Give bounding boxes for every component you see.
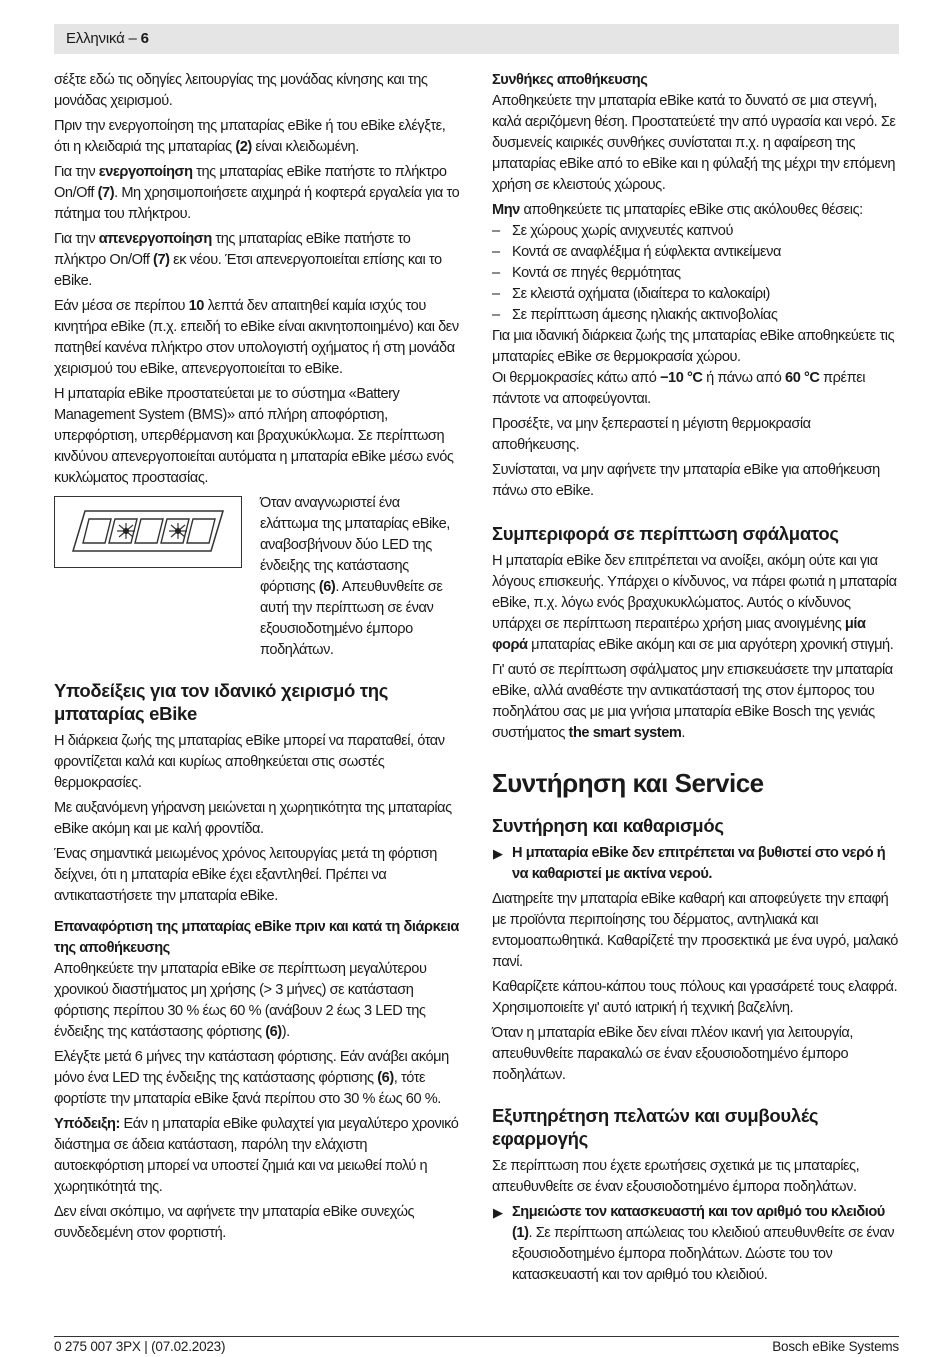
paragraph [54,229,460,292]
page-header [54,24,899,54]
text-run: εκ νέου. Έτσι απενεργοποιείται επίσης και το eBike. [54,252,442,289]
storage-avoid-list [492,221,898,326]
header-separator: – [124,30,141,47]
text-run: . Μη χρησιμοποιήσετε αιχμηρά ή κοφτερά εργαλεία για το πάτημα του πλήκτρου. [54,185,460,222]
paragraph: Δεν είναι σκόπιμο, να αφήνετε την μπαταρία eBike συνεχώς συνδεδεμένη στον φορτιστή. [54,1204,415,1241]
led-fault-figure [54,493,460,661]
text-run: Εάν μέσα σε περίπου [54,298,189,314]
note-item [492,1202,898,1286]
emphasis: the smart system [568,725,682,741]
emphasis: 10 [188,298,204,314]
subsection-heading: Συνθήκες αποθήκευσης [492,72,648,88]
arrow-bullet-icon: ▶ [493,846,503,861]
page-number: 6 [140,30,149,47]
emphasis: μία φορά [492,616,866,653]
reference-number: (1) [512,1225,529,1241]
paragraph [492,368,898,410]
text-run: . Σε περίπτωση απώλειας του κλειδιού απευθυνθείτε σε έναν εξουσιοδοτημένο έμπορα ποδηλάτων. Δώστε του τον κατασκευαστή και τον αριθμό του κλειδιού. [512,1225,895,1283]
text-run: ). [281,1024,290,1040]
paragraph [54,959,460,1043]
text-run: αποθηκεύετε τις μπαταρίες eBike στις ακόλουθες θέσεις: [519,202,863,218]
paragraph: Καθαρίζετε κάπου-κάπου τους πόλους και γρασάρετέ τους ελαφρά. Χρησιμοποιείτε γι' αυτό ιατρική ή τεχνική βαζελίνη. [492,979,898,1016]
paragraph: Συνίσταται, να μην αφήνετε την μπαταρία eBike για αποθήκευση πάνω στο eBike. [492,462,880,499]
reference-number: (7) [97,185,115,201]
text-run: της μπαταρίας eBike πατήστε το πλήκτρο On/Off [54,164,447,201]
emphasis: −10 °C [659,370,703,386]
paragraph: Η μπαταρία eBike προστατεύεται με το σύστημα «Battery Management System (BMS)» από πλήρη αποφόρτιση, υπερφόρτιση, υπερθέρμανση και βραχυκύκλωμα. Σε περίπτωση κινδύνου απενεργοποιείται αυτόματα η μπαταρία eBike μέσω ενός κυκλώματος προστασίας. [54,386,454,486]
footer-doc-id: 0 275 007 3PX | (07.02.2023) [54,1339,226,1354]
paragraph: Με αυξανόμενη γήρανση μειώνεται η χωρητικότητα της μπαταρίας eBike ακόμη και με καλή φροντίδα. [54,800,452,837]
note-text: Σημειώστε τον κατασκευαστή και τον αριθμό του κλειδιού [512,1204,885,1220]
paragraph: Διατηρείτε την μπαταρία eBike καθαρή και αποφεύγετε την επαφή με προϊόντα περιποίησης του δέρματος, αντηλιακά και εντομοαπωθητικά. Καθαρίζετέ την προσεκτικά με ένα υγρό, μαλακό πανί. [492,891,898,970]
chapter-heading: Συντήρηση και Service [492,768,764,798]
paragraph: Προσέξτε, να μην ξεπεραστεί η μέγιστη θερμοκρασία αποθήκευσης. [492,416,811,453]
footer-rule [54,1336,899,1337]
text-run: . Απευθυνθείτε σε αυτή την περίπτωση σε έναν εξουσιοδοτημένο έμπορο ποδηλάτων. [260,579,443,658]
reference-number: (6) [377,1070,394,1086]
emphasis: Μην [492,202,520,218]
paragraph: Αποθηκεύετε την μπαταρία eBike κατά το δυνατό σε μια στεγνή, καλά αεριζόμενη θέση. Προστατεύετέ την από υγρασία και νερό. Σε δυσμενείς καιρικές συνθήκες συνίσταται π.χ. η αφαίρεση της μπαταρίας eBike από το eBike και η φύλαξή της μέχρι την επόμενη χρήση σε κλειστούς χώρους. [492,93,896,193]
footer-brand: Bosch eBike Systems [772,1339,899,1354]
list-item: – Σε περίπτωση άμεσης ηλιακής ακτινοβολίας [492,305,898,326]
list-item: – Σε κλειστά οχήματα (ιδιαίτερα το καλοκαίρι) [492,284,898,305]
text-run: . [681,725,686,741]
section-heading: Υποδείξεις για τον ιδανικό χειρισμό της μπαταρίας eBike [54,680,389,724]
list-item: – Κοντά σε πηγές θερμότητας [492,263,898,284]
list-item: – Κοντά σε αναφλέξιμα ή εύφλεκτα αντικείμενα [492,242,898,263]
text-run: Πριν την ενεργοποίηση της μπαταρίας eBike ή του eBike ελέγξτε, ότι η κλειδαριά της μπαταρίας [54,118,446,155]
section-heading: Συμπεριφορά σε περίπτωση σφάλματος [492,523,839,544]
text-run: είναι κλειδωμένη. [251,139,359,155]
paragraph: Όταν η μπαταρία eBike δεν είναι πλέον ικανή για λειτουργία, απευθυνθείτε παρακαλώ σε έναν εξουσιοδοτημένο έμπορο ποδηλάτων. [492,1025,853,1083]
figure-caption [260,493,460,661]
paragraph [492,200,898,221]
text-run: πρέπει πάντοτε να αποφεύγονται. [492,370,866,407]
text-run: Αποθηκεύετε την μπαταρία eBike σε περίπτωση μεγαλύτερου χρονικού διαστήματος μη χρήσης (> 3 μήνες) σε κατάσταση φόρτισης περίπου 30 % έως 60 % (ανάβουν 2 έως 3 LED της ένδειξης της κατάστασης φόρτισης [54,961,427,1040]
text-run: Η μπαταρία eBike δεν επιτρέπεται να ανοίξει, ακόμη ούτε και για λόγους επισκευής. Υπάρχει ο κίνδυνος, να πάρει φωτιά η μπαταρία eBike, π.χ. λόγω ενός βραχυκυκλώματος. Αυτός ο κίνδυνος υπάρχει σε περίπτωση περαιτέρω χρήση μιας ανοιγμένης [492,553,897,632]
list-item: – Σε χώρους χωρίς ανιχνευτές καπνού [492,221,898,242]
emphasis: 60 °C [785,370,820,386]
warning-text: Η μπαταρία eBike δεν επιτρέπεται να βυθιστεί στο νερό ή να καθαριστεί με ακτίνα νερού. [512,845,886,882]
left-column [54,70,460,1248]
paragraph: σέξτε εδώ τις οδηγίες λειτουργίας της μονάδας κίνησης και της μονάδας χειρισμού. [54,72,428,109]
warning-item [492,843,898,885]
paragraph [492,551,898,656]
battery-led-fault-indicator-icon [54,496,242,568]
paragraph [492,660,898,744]
arrow-bullet-icon: ▶ [493,1205,503,1220]
text-run: λεπτά δεν απαιτηθεί καμία ισχύς του κινητήρα eBike (π.χ. επειδή το eBike είναι ακινητοποιημένο) και δεν πατηθεί κανένα πλήκτρο στον υπολογιστή οχήματος ή στη μονάδα χειρισμού του eBike, απενεργοποιείται το eBike. [54,298,459,377]
paragraph [54,296,460,380]
led-indicator-illustration [55,497,241,567]
paragraph [54,1047,460,1110]
paragraph [54,162,460,225]
text-run: Εάν η μπαταρία eBike φυλαχτεί για μεγαλύτερο χρονικό διάστημα σε άδεια κατάσταση, παρόλη την ελάχιστη αυτοεκφόρτιση μπορεί να υποστεί ζημιά και να μειωθεί πολύ η χωρητικότητά της. [54,1116,459,1195]
reference-number: (6) [265,1024,282,1040]
emphasis: ενεργοποίηση [98,164,193,180]
note-label: Υπόδειξη: [54,1116,120,1132]
reference-number: (2) [235,139,252,155]
paragraph: Σε περίπτωση που έχετε ερωτήσεις σχετικά με τις μπαταρίες, απευθυνθείτε σε έναν εξουσιοδοτημένο έμπορα ποδηλάτων. [492,1158,860,1195]
paragraph: Για μια ιδανική διάρκεια ζωής της μπαταρίας eBike αποθηκεύετε τις μπαταρίες eBike σε θερμοκρασία χώρου. [492,328,895,365]
text-run: Ελέγξτε μετά 6 μήνες την κατάσταση φόρτισης. Εάν ανάβει ακόμη μόνο ένα LED της ένδειξης της κατάστασης φόρτισης [54,1049,449,1086]
emphasis: απενεργοποίηση [98,231,212,247]
subsection-heading: Επαναφόρτιση της μπαταρίας eBike πριν και κατά τη διάρκεια της αποθήκευσης [54,919,459,956]
header-text [66,30,149,47]
text-run: Οι θερμοκρασίες κάτω από [492,370,660,386]
text-run: Για την [54,164,99,180]
paragraph: Η διάρκεια ζωής της μπαταρίας eBike μπορεί να παραταθεί, όταν φροντίζεται καλά και κυρίως αποθηκεύεται στις σωστές θερμοκρασίες. [54,733,445,791]
text-run: μπαταρίας eBike ακόμη και σε μια αργότερη χρονική στιγμή. [527,637,894,653]
paragraph: Ένας σημαντικά μειωμένος χρόνος λειτουργίας μετά τη φόρτιση δείχνει, ότι η μπαταρία eBike έχει εξαντληθεί. Πρέπει να αντικαταστήσετε την μπαταρία eBike. [54,846,437,904]
text-run: Όταν αναγνωριστεί ένα ελάττωμα της μπαταρίας eBike, αναβοσβήνουν δύο LED της ένδειξης της κατάστασης φόρτισης [260,495,450,595]
right-column [492,70,898,1290]
header-language: Ελληνικά [66,30,125,47]
reference-number: (7) [153,252,170,268]
paragraph [54,1114,460,1198]
section-heading: Εξυπηρέτηση πελατών και συμβουλές εφαρμογής [492,1105,819,1149]
text-run: της μπαταρίας eBike πατήστε το πλήκτρο On/Off [54,231,411,268]
text-run: ή πάνω από [702,370,786,386]
section-heading: Συντήρηση και καθαρισμός [492,815,724,836]
text-run: Για την [54,231,99,247]
text-run: , τότε φορτίστε την μπαταρία eBike ξανά περίπου στο 30 % έως 60 %. [54,1070,441,1107]
text-run: Γι' αυτό σε περίπτωση σφάλματος μην επισκευάσετε την μπαταρία eBike, αλλά αναθέστε την αντικατάστασή της στον έμπορος του ποδηλάτου σας με μια γνήσια μπαταρία eBike Bosch της γενιάς συστήματος [492,662,893,741]
paragraph [54,116,460,158]
reference-number: (6) [318,579,336,595]
